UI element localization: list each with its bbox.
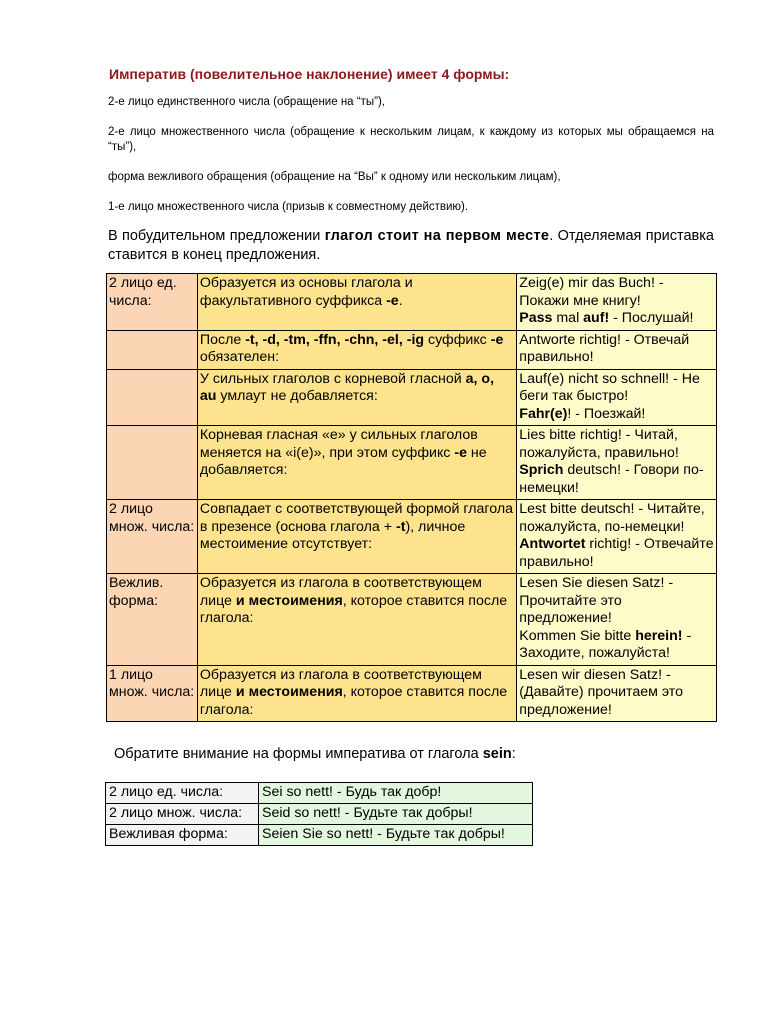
table-row [107,274,717,331]
example-cell: Lesen wir diesen Satz! - (Давайте) прочитаем это предложение! [517,665,717,722]
person-cell: 2 лицо множ. числа: [107,500,198,574]
table-row [107,330,717,369]
person-cell [107,426,198,500]
sein-note: Обратите внимание на формы императива от глагола sein: [114,746,516,762]
heading: Императив (повелительное наклонение) имеет 4 формы: [109,66,510,82]
example-cell: Lest bitte deutsch! - Читайте, пожалуйста, по-немецки! Antwortet richtig! - Отвечайте правильно! [517,500,717,574]
sein-value: Seid so nett! - Будьте так добры! [259,804,533,825]
sein-value: Sei so nett! - Будь так добр! [259,783,533,804]
person-cell: Вежлив. форма: [107,574,198,666]
intro-text: В побудительном предложении [108,228,325,244]
form-item-1: 2-е лицо единственного числа (обращение на “ты”), [108,96,385,108]
table-row [107,574,717,666]
rule-cell: После -t, -d, -tm, -ffn, -chn, -el, -ig суффикс -e обязателен: [197,330,516,369]
table-row [106,783,533,804]
person-cell [107,330,198,369]
person-cell: 1 лицо множ. числа: [107,665,198,722]
sein-value: Seien Sie so nett! - Будьте так добры! [259,825,533,846]
intro-text-end: . Отделяемая приставка ставится в конец предложения. [108,228,714,263]
example-cell: Lies bitte richtig! - Читай, пожалуйста, правильно! Sprich deutsch! - Говори по-немецки! [517,426,717,500]
example-cell: Antworte richtig! - Отвечай правильно! [517,330,717,369]
example-cell: Lesen Sie diesen Satz! - Прочитайте это предложение! Kommen Sie bitte herein! - Заходите, пожалуйста! [517,574,717,666]
form-item-4: 1-е лицо множественного числа (призыв к совместному действию). [108,201,469,213]
table-row [107,369,717,426]
table-row [107,500,717,574]
rule-cell: Образуется из основы глагола и факультативного суффикса -е. [197,274,516,331]
table-row [107,665,717,722]
sein-label: 2 лицо ед. числа: [106,783,259,804]
example-cell: Zeig(e) mir das Buch! - Покажи мне книгу! Pass mal auf! - Послушай! [517,274,717,331]
person-cell: 2 лицо ед. числа: [107,274,198,331]
form-item-3: форма вежливого обращения (обращение на “Вы” к одному или нескольким лицам), [108,171,561,183]
sein-table [105,782,533,846]
rule-cell: Образуется из глагола в соответствующем лице и местоимения, которое ставится после глагола: [197,574,516,666]
example-cell: Lauf(e) nicht so schnell! - Не беги так быстро! Fahr(e)! - Поезжай! [517,369,717,426]
rule-cell: Образуется из глагола в соответствующем лице и местоимения, которое ставится после глагола: [197,665,516,722]
imperative-table [106,273,717,722]
table-row [106,804,533,825]
rule-cell: Корневая гласная «е» у сильных глаголов меняется на «i(e)», при этом суффикс -e не добавляется: [197,426,516,500]
rule-cell: У сильных глаголов с корневой гласной a, o, au умлаут не добавляется: [197,369,516,426]
table-row [107,426,717,500]
intro-paragraph [108,227,714,265]
table-row [106,825,533,846]
document-page [108,66,714,846]
rule-cell: Совпадает с соответствующей формой глагола в презенсе (основа глагола + -t), личное местоимение отсутствует: [197,500,516,574]
sein-label: Вежливая форма: [106,825,259,846]
person-cell [107,369,198,426]
form-item-2: 2-е лицо множественного числа (обращение к нескольким лицам, к каждому из которых мы обращаемся на “ты”), [108,126,714,153]
intro-bold: глагол стоит на первом месте [324,228,550,244]
sein-label: 2 лицо множ. числа: [106,804,259,825]
